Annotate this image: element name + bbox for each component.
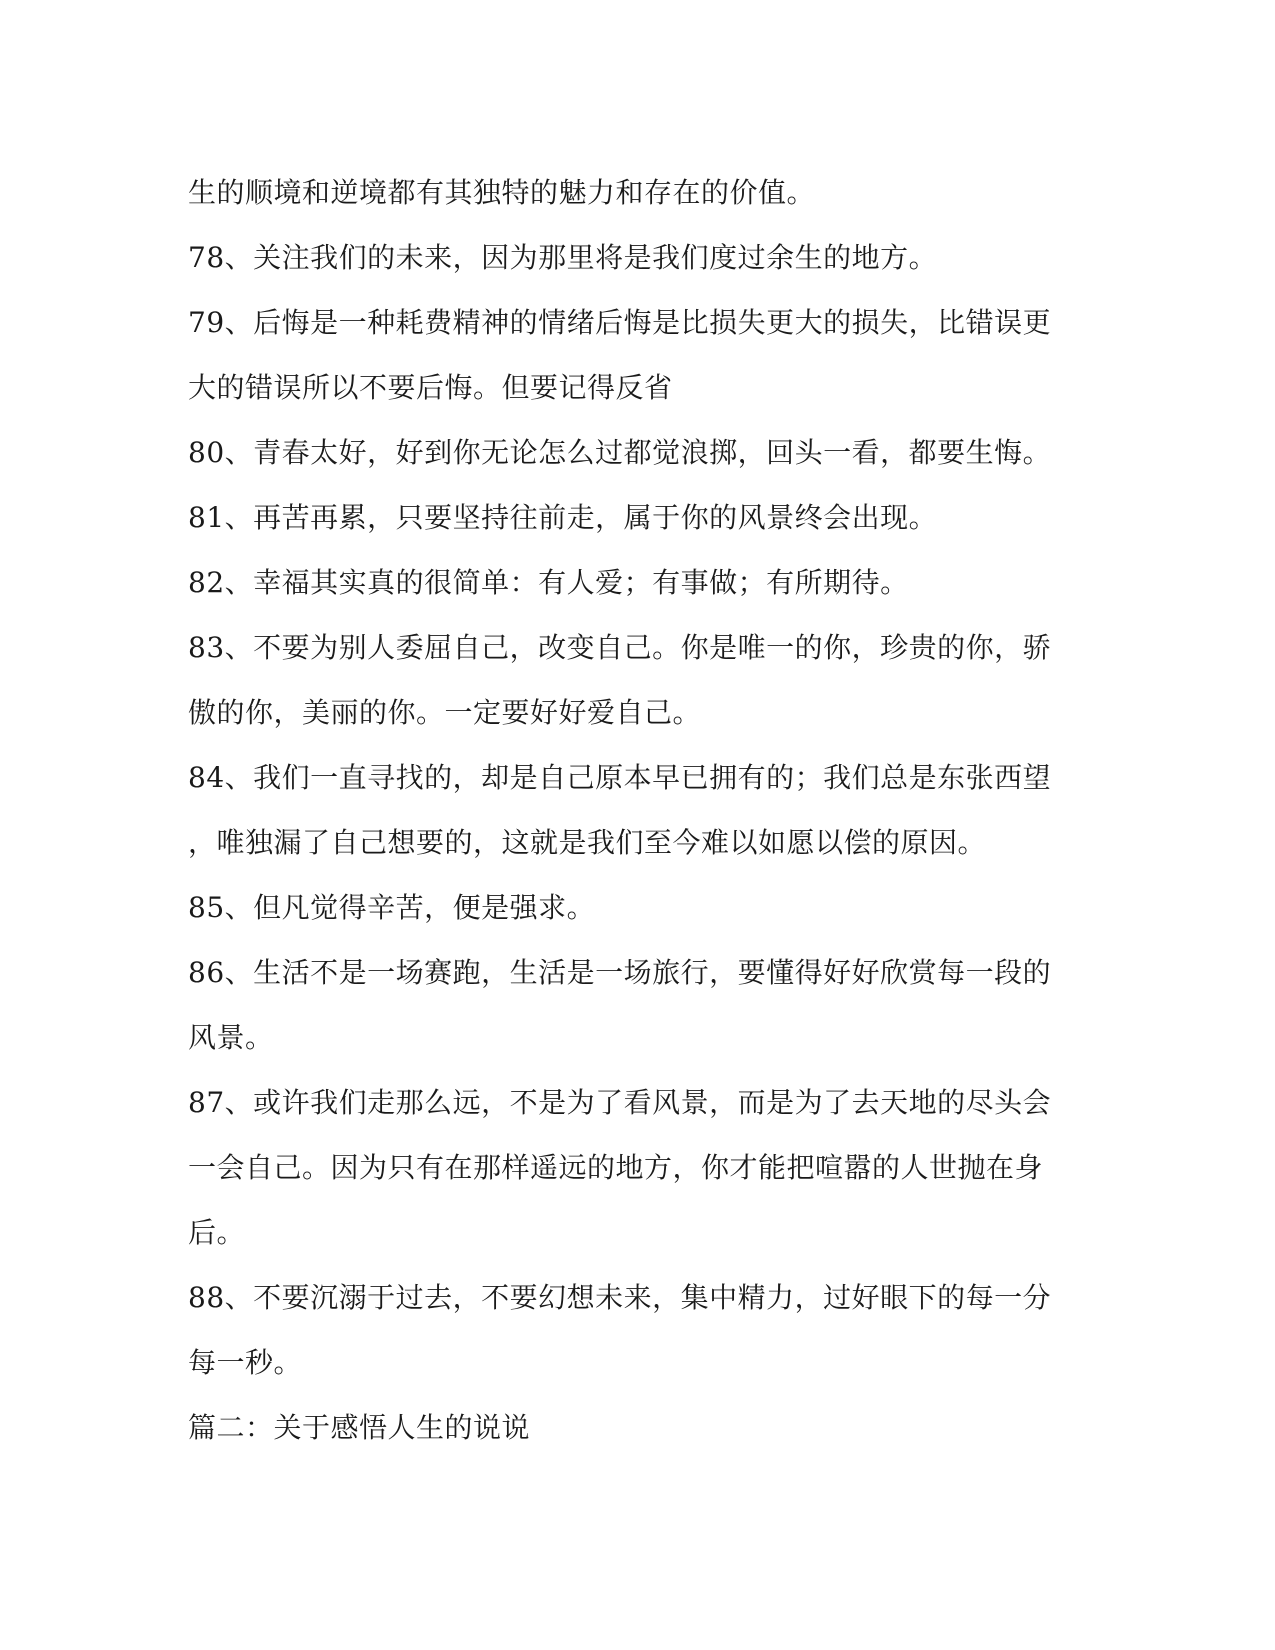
text-line: 84、我们一直寻找的，却是自己原本早已拥有的；我们总是东张西望 [188, 761, 1052, 794]
text-line: 风景。 [188, 1021, 274, 1054]
document-body [188, 160, 1068, 1460]
text-line: 88、不要沉溺于过去，不要幻想未来，集中精力，过好眼下的每一分 [188, 1281, 1052, 1314]
text-line: 一会自己。因为只有在那样遥远的地方，你才能把喧嚣的人世抛在身 [188, 1151, 1044, 1184]
text-line: 每一秒。 [188, 1346, 303, 1379]
text-line: 后。 [188, 1216, 246, 1249]
text-line: 生的顺境和逆境都有其独特的魅力和存在的价值。 [188, 176, 816, 209]
text-line: 傲的你，美丽的你。一定要好好爱自己。 [188, 696, 702, 729]
text-line: ，唯独漏了自己想要的，这就是我们至今难以如愿以偿的原因。 [188, 826, 987, 859]
text-line: 85、但凡觉得辛苦，便是强求。 [188, 891, 596, 924]
text-line: 79、后悔是一种耗费精神的情绪后悔是比损失更大的损失，比错误更 [188, 306, 1052, 339]
text-line: 87、或许我们走那么远，不是为了看风景，而是为了去天地的尽头会 [188, 1086, 1052, 1119]
text-line: 大的错误所以不要后悔。但要记得反省 [188, 371, 673, 404]
text-line: 83、不要为别人委屈自己，改变自己。你是唯一的你，珍贵的你，骄 [188, 631, 1052, 664]
text-line: 78、关注我们的未来，因为那里将是我们度过余生的地方。 [188, 241, 938, 274]
text-line: 86、生活不是一场赛跑，生活是一场旅行，要懂得好好欣赏每一段的 [188, 956, 1052, 989]
section-heading: 篇二：关于感悟人生的说说 [188, 1411, 531, 1444]
text-line: 80、青春太好，好到你无论怎么过都觉浪掷，回头一看，都要生悔。 [188, 436, 1052, 469]
text-line: 81、再苦再累，只要坚持往前走，属于你的风景终会出现。 [188, 501, 938, 534]
text-line: 82、幸福其实真的很简单：有人爱；有事做；有所期待。 [188, 566, 909, 599]
